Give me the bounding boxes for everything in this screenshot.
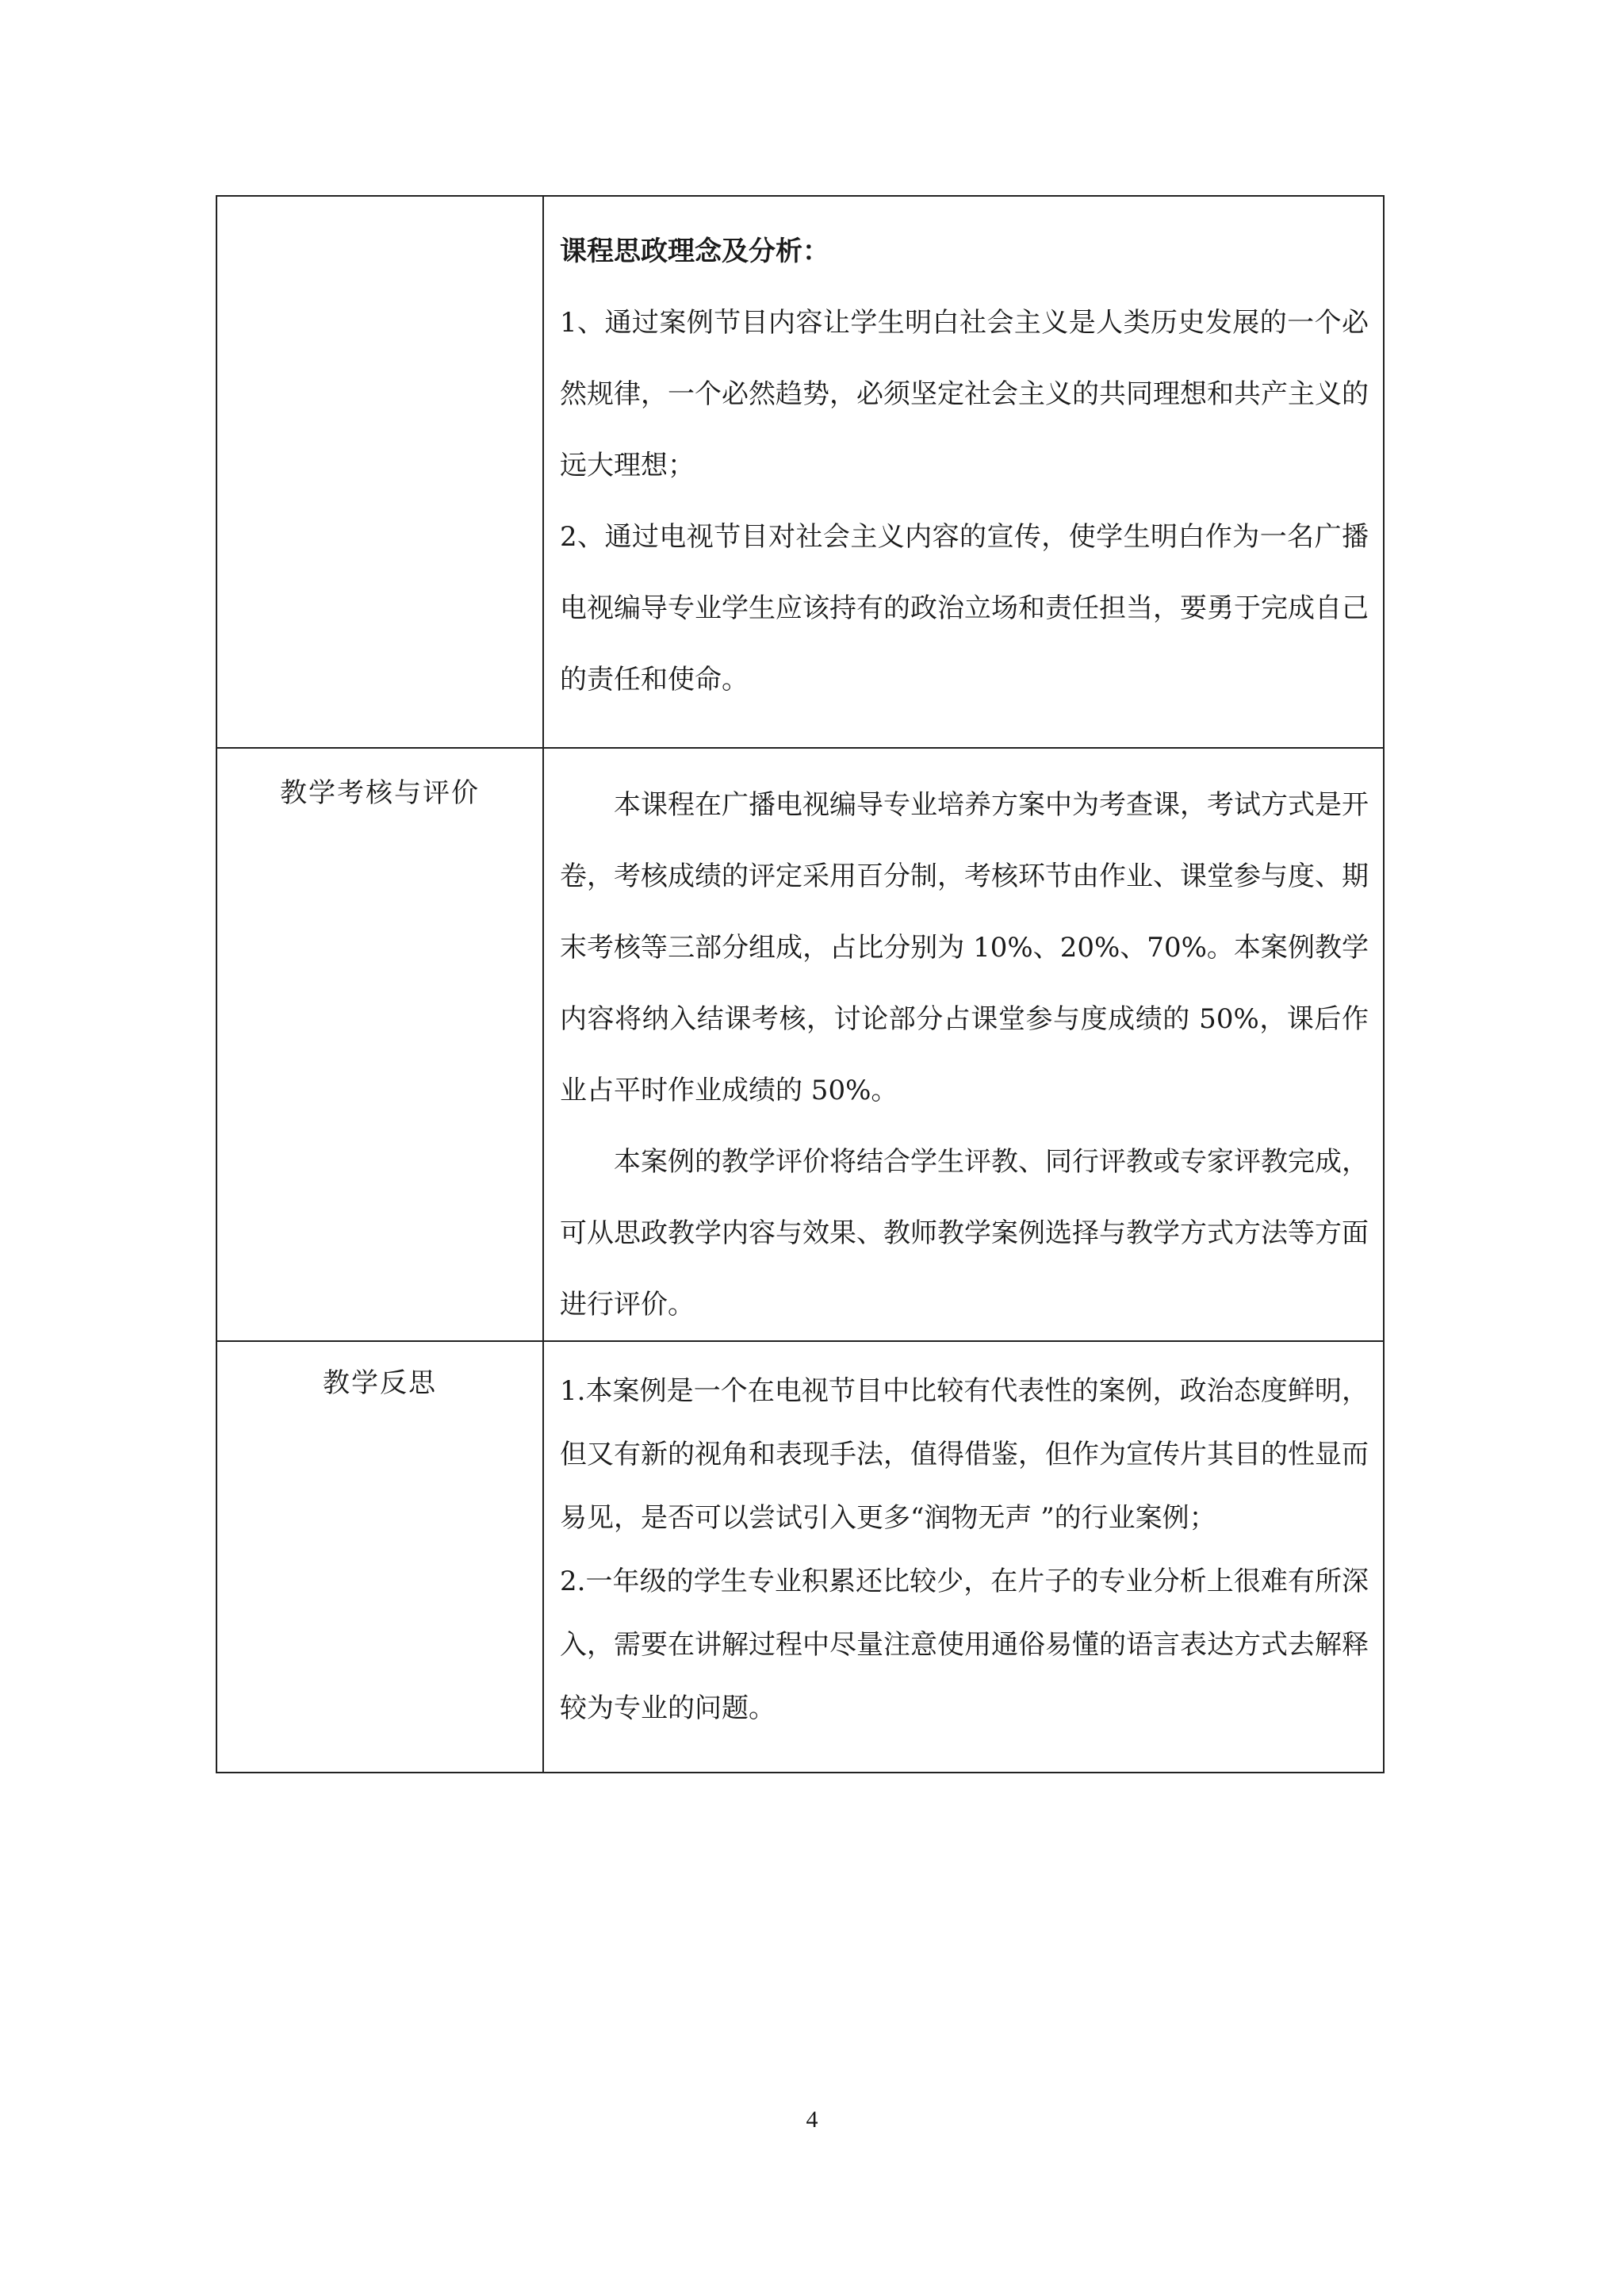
assessment-content <box>544 749 1383 1340</box>
reflection-content <box>544 1342 1383 1740</box>
ideology-heading: 课程思政理念及分析： <box>560 236 829 267</box>
table-row-reflection <box>216 1341 1384 1773</box>
table-row-ideology <box>216 196 1384 748</box>
assessment-cell <box>543 748 1384 1341</box>
assessment-paragraph-2: 本案例的教学评价将结合学生评教、同行评教或专家评教完成，可从思政教学内容与效果、教师教学案例选择与教学方式方法等方面进行评价。 <box>560 1146 1369 1320</box>
row-label-reflection: 教学反思 <box>216 1341 543 1773</box>
row-label-assessment: 教学考核与评价 <box>216 748 543 1341</box>
ideology-point-2: 2、通过电视节目对社会主义内容的宣传，使学生明白作为一名广播电视编导专业学生应该持有的政治立场和责任担当，要勇于完成自己的责任和使命。 <box>560 521 1369 696</box>
reflection-point-2: 2.一年级的学生专业积累还比较少，在片子的专业分析上很难有所深入，需要在讲解过程中尽量注意使用通俗易懂的语言表达方式去解释较为专业的问题。 <box>560 1566 1369 1724</box>
reflection-cell <box>543 1341 1384 1773</box>
table-row-assessment <box>216 748 1384 1341</box>
case-table <box>216 195 1385 1773</box>
reflection-point-1: 1.本案例是一个在电视节目中比较有代表性的案例，政治态度鲜明，但又有新的视角和表现手法，值得借鉴，但作为宣传片其目的性显而易见，是否可以尝试引入更多“润物无声 ”的行业案例； <box>560 1375 1369 1534</box>
ideology-cell <box>543 196 1384 748</box>
ideology-point-1: 1、通过案例节目内容让学生明白社会主义是人类历史发展的一个必然规律，一个必然趋势，必须坚定社会主义的共同理想和共产主义的远大理想； <box>560 307 1369 481</box>
assessment-paragraph-1: 本课程在广播电视编导专业培养方案中为考查课，考试方式是开卷，考核成绩的评定采用百分制，考核环节由作业、课堂参与度、期末考核等三部分组成，占比分别为 10%、20%、70%。本案例教学内容将纳入结课考核，讨论部分占课堂参与度成绩的 50%，课后作业占平时作业成绩的 50%。 <box>560 789 1369 1106</box>
ideology-content <box>544 197 1383 715</box>
row-label-empty <box>216 196 543 748</box>
page-number: 4 <box>806 2106 818 2133</box>
